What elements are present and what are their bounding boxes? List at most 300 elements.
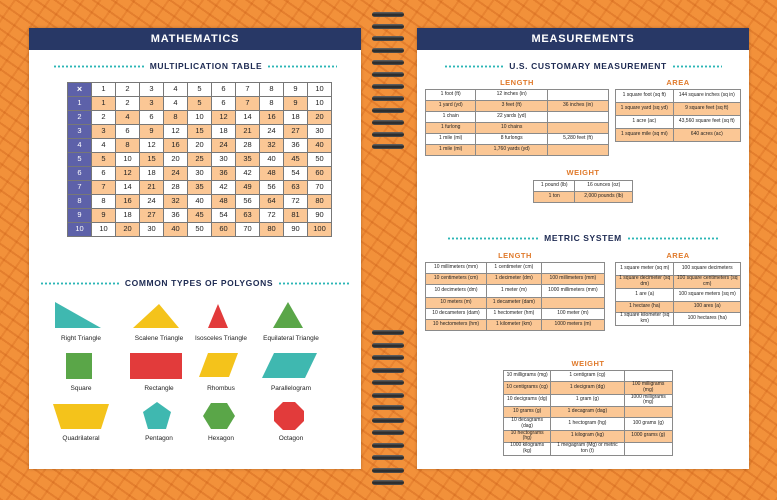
table-header-cell: 2	[68, 111, 92, 125]
us-weight-table	[533, 180, 633, 203]
table-cell: 6	[212, 97, 236, 111]
us-area-table	[615, 89, 741, 142]
table-header-cell: 3	[68, 125, 92, 139]
table-cell: 100 meter (m)	[541, 309, 604, 320]
polygon-item	[43, 350, 119, 392]
polygon-item	[253, 400, 329, 442]
table-cell: 1000 grams (g)	[624, 430, 673, 443]
binder-ring	[372, 12, 404, 17]
right-triangle-icon	[51, 300, 111, 332]
table-cell	[624, 371, 673, 382]
polygon-item	[253, 300, 329, 342]
table-cell	[624, 407, 673, 418]
table-header-cell: 4	[164, 83, 188, 97]
table-cell: 20	[308, 111, 332, 125]
table-header-cell: 6	[68, 167, 92, 181]
table-cell	[541, 298, 604, 309]
table-cell: 9	[284, 97, 308, 111]
us-weight-title: WEIGHT	[566, 168, 600, 177]
table-cell: 1 are (a)	[616, 289, 674, 302]
table-cell: 100 ares (a)	[674, 302, 741, 313]
table-cell: 144 square inches (sq in)	[673, 90, 740, 103]
table-cell: 24	[164, 167, 188, 181]
table-cell: 50	[188, 223, 212, 237]
table-cell: 27	[140, 209, 164, 223]
table-row	[68, 153, 332, 167]
table-header-cell: 8	[68, 195, 92, 209]
table-cell: 3 feet (ft)	[476, 101, 548, 112]
binder-ring	[372, 24, 404, 29]
table-cell: 36 inches (in)	[548, 101, 609, 112]
table-cell: 1	[92, 97, 116, 111]
table-cell: 1 foot (ft)	[426, 90, 476, 101]
table-cell: 32	[260, 139, 284, 153]
table-cell: 72	[284, 195, 308, 209]
table-cell: 6	[116, 125, 140, 139]
table-cell: 5	[188, 97, 212, 111]
table-cell: 1 yard (yd)	[426, 101, 476, 112]
table-cell: 30	[188, 167, 212, 181]
table-cell: 48	[212, 195, 236, 209]
table-cell: 1000 kilograms (kg)	[504, 443, 551, 456]
binder-ring	[372, 48, 404, 53]
table-cell: 90	[284, 223, 308, 237]
table-row	[504, 430, 673, 443]
table-row	[504, 418, 673, 431]
table-row	[68, 167, 332, 181]
table-cell: 1 hectogram (hg)	[551, 418, 624, 431]
table-cell: 1 meter (m)	[486, 285, 541, 298]
table-cell: 12	[212, 111, 236, 125]
table-cell: 60	[308, 167, 332, 181]
metric-weight-title: WEIGHT	[571, 359, 605, 368]
table-cell: 1 square mile (sq mi)	[616, 129, 674, 142]
table-cell: 15	[188, 125, 212, 139]
table-row	[426, 134, 609, 145]
table-cell: 640 acres (ac)	[673, 129, 740, 142]
table-cell: 10	[92, 223, 116, 237]
table-cell: 1 chain	[426, 112, 476, 123]
table-cell: 10	[116, 153, 140, 167]
table-header-cell: 5	[188, 83, 212, 97]
table-cell: 24	[260, 125, 284, 139]
table-cell: 63	[236, 209, 260, 223]
quadrilateral-icon	[51, 400, 111, 432]
table-row	[426, 112, 609, 123]
table-header-cell: 6	[212, 83, 236, 97]
table-cell: 8	[260, 97, 284, 111]
table-cell: 10 grams (g)	[504, 407, 551, 418]
table-cell: 10 millimeters (mm)	[426, 263, 487, 274]
table-cell: 15	[140, 153, 164, 167]
table-cell: 8 furlongs	[476, 134, 548, 145]
table-cell: 5,280 feet (ft)	[548, 134, 609, 145]
table-cell: 8	[92, 195, 116, 209]
binder-ring	[372, 355, 404, 360]
table-cell: 1 hectare (ha)	[616, 302, 674, 313]
table-cell: 40	[164, 223, 188, 237]
polygon-label: Square	[70, 385, 92, 392]
table-row	[426, 320, 605, 331]
table-cell: 10 decameters (dam)	[426, 309, 487, 320]
table-header-cell: 4	[68, 139, 92, 153]
square-icon	[51, 350, 111, 382]
table-cell: 42	[236, 167, 260, 181]
table-cell: 1 centimeter (cm)	[486, 263, 541, 274]
table-cell: 70	[308, 181, 332, 195]
table-cell: 10 milligrams (mg)	[504, 371, 551, 382]
table-cell: 21	[236, 125, 260, 139]
table-cell: 1 ton	[534, 192, 575, 203]
table-cell: 80	[260, 223, 284, 237]
binder-ring	[372, 108, 404, 113]
table-cell: 8	[116, 139, 140, 153]
table-cell: 36	[284, 139, 308, 153]
polygon-item	[183, 400, 259, 442]
table-cell: 45	[188, 209, 212, 223]
mathematics-header: MATHEMATICS	[29, 28, 361, 50]
table-row	[68, 195, 332, 209]
table-cell: 10	[308, 97, 332, 111]
table-cell: 56	[236, 195, 260, 209]
table-cell: 14	[116, 181, 140, 195]
table-cell: 9	[92, 209, 116, 223]
table-cell	[548, 123, 609, 134]
table-cell: 7	[92, 181, 116, 195]
scalene-triangle-icon	[129, 300, 189, 332]
table-row	[504, 394, 673, 407]
binder-ring	[372, 368, 404, 373]
table-row	[504, 382, 673, 395]
table-cell: 14	[236, 111, 260, 125]
polygon-item	[43, 300, 119, 342]
table-cell: 100	[308, 223, 332, 237]
binder-ring	[372, 455, 404, 460]
table-cell: 22 yards (yd)	[476, 112, 548, 123]
isosceles-triangle-icon	[191, 300, 251, 332]
table-row	[68, 181, 332, 195]
table-cell: 1000 millimeters (mm)	[541, 285, 604, 298]
table-cell: 100 milligrams (mg)	[624, 382, 673, 395]
table-cell: 1 decameter (dam)	[486, 298, 541, 309]
table-cell	[548, 90, 609, 101]
table-cell: 42	[212, 181, 236, 195]
table-cell: 40	[260, 153, 284, 167]
table-cell: 20	[116, 223, 140, 237]
table-cell: 16	[260, 111, 284, 125]
table-cell: 1 decagram (dag)	[551, 407, 624, 418]
table-cell: 10 meters (m)	[426, 298, 487, 309]
binder-ring	[372, 120, 404, 125]
table-cell: 64	[260, 195, 284, 209]
table-cell: 36	[164, 209, 188, 223]
table-cell: 28	[236, 139, 260, 153]
polygon-label: Rectangle	[144, 385, 174, 392]
binder-ring	[372, 405, 404, 410]
table-cell	[548, 145, 609, 156]
table-cell	[548, 112, 609, 123]
table-header-cell: 2	[116, 83, 140, 97]
table-cell: 32	[164, 195, 188, 209]
polygon-item	[253, 350, 329, 392]
table-row	[426, 101, 609, 112]
table-cell: 2	[92, 111, 116, 125]
metric-length-title: LENGTH	[498, 251, 532, 260]
table-header-cell: 8	[260, 83, 284, 97]
binder-ring	[372, 84, 404, 89]
table-cell: 24	[212, 139, 236, 153]
spiral-binding	[366, 12, 410, 496]
table-cell: 70	[236, 223, 260, 237]
table-cell: 72	[260, 209, 284, 223]
table-cell: 100 hectares (ha)	[674, 313, 741, 326]
table-row	[504, 407, 673, 418]
polygons-section-title: COMMON TYPES OF POLYGONS	[29, 278, 361, 288]
table-row	[616, 263, 741, 276]
table-cell: 1 pound (lb)	[534, 181, 575, 192]
table-cell: 1000 milligrams (mg)	[624, 394, 673, 407]
table-cell: 3	[92, 125, 116, 139]
table-header-cell: 10	[308, 83, 332, 97]
polygon-label: Pentagon	[145, 435, 173, 442]
metric-length-table	[425, 262, 605, 331]
table-row	[616, 116, 741, 129]
table-cell: 18	[284, 111, 308, 125]
equilateral-triangle-icon	[261, 300, 321, 332]
table-cell: 18	[212, 125, 236, 139]
table-cell: 43,560 square feet (sq ft)	[673, 116, 740, 129]
rectangle-icon	[129, 350, 189, 382]
right-page	[417, 28, 749, 469]
table-row	[426, 309, 605, 320]
table-cell: 7	[236, 97, 260, 111]
table-row	[68, 139, 332, 153]
table-cell: 6	[140, 111, 164, 125]
table-cell: 1 square meter (sq m)	[616, 263, 674, 276]
polygon-item	[43, 400, 119, 442]
multiply-icon: ×	[68, 83, 92, 97]
table-row	[504, 443, 673, 456]
table-cell: 30	[308, 125, 332, 139]
binder-ring	[372, 72, 404, 77]
table-cell: 20	[164, 153, 188, 167]
table-row	[534, 181, 633, 192]
table-cell: 50	[308, 153, 332, 167]
metric-area-title: AREA	[666, 251, 690, 260]
binder-ring	[372, 430, 404, 435]
table-cell: 54	[212, 209, 236, 223]
table-row	[426, 298, 605, 309]
table-row	[426, 145, 609, 156]
multiplication-section-title: MULTIPLICATION TABLE	[29, 61, 361, 71]
table-cell: 12	[116, 167, 140, 181]
table-cell: 5	[92, 153, 116, 167]
table-cell: 1 square decimeter (sq dm)	[616, 276, 674, 289]
table-cell: 1 furlong	[426, 123, 476, 134]
polygon-label: Parallelogram	[270, 385, 312, 392]
table-cell: 1 mile (mi)	[426, 145, 476, 156]
table-cell: 100 millimeters (mm)	[541, 274, 604, 285]
table-row	[426, 90, 609, 101]
table-row	[504, 371, 673, 382]
table-cell: 30	[212, 153, 236, 167]
table-cell: 1 mile (mi)	[426, 134, 476, 145]
table-cell: 21	[140, 181, 164, 195]
binder-ring	[372, 443, 404, 448]
table-cell: 16	[164, 139, 188, 153]
table-cell: 10 decimeters (dm)	[426, 285, 487, 298]
table-cell: 40	[188, 195, 212, 209]
table-cell: 16 ounces (oz)	[575, 181, 633, 192]
table-cell: 100 square meters (sq m)	[674, 289, 741, 302]
table-cell: 6	[92, 167, 116, 181]
binder-ring	[372, 343, 404, 348]
table-cell: 4	[164, 97, 188, 111]
binder-ring	[372, 96, 404, 101]
metric-system-title: METRIC SYSTEM	[417, 233, 749, 243]
table-cell: 10 hectometers (hm)	[426, 320, 487, 331]
table-header-cell: 5	[68, 153, 92, 167]
table-cell: 48	[260, 167, 284, 181]
table-row	[68, 111, 332, 125]
binder-ring	[372, 36, 404, 41]
polygon-label: Hexagon	[207, 435, 235, 442]
hexagon-icon	[191, 400, 251, 432]
table-cell: 1 square yard (sq yd)	[616, 103, 674, 116]
binder-ring	[372, 132, 404, 137]
binder-ring	[372, 330, 404, 335]
table-cell: 100 grams (g)	[624, 418, 673, 431]
binder-ring	[372, 468, 404, 473]
table-row	[534, 192, 633, 203]
table-cell: 12 inches (in)	[476, 90, 548, 101]
table-cell: 30	[140, 223, 164, 237]
table-cell: 1 kilometer (km)	[486, 320, 541, 331]
table-cell: 10 decagrams (dag)	[504, 418, 551, 431]
table-cell: 100 square centimeters (sq cm)	[674, 276, 741, 289]
table-row	[68, 209, 332, 223]
table-cell: 2	[116, 97, 140, 111]
left-page	[29, 28, 361, 469]
polygon-item	[183, 350, 259, 392]
table-cell: 60	[212, 223, 236, 237]
table-cell: 35	[236, 153, 260, 167]
binder-ring	[372, 480, 404, 485]
table-cell: 56	[260, 181, 284, 195]
table-cell: 63	[284, 181, 308, 195]
table-cell: 10	[188, 111, 212, 125]
octagon-icon	[261, 400, 321, 432]
table-cell: 16	[116, 195, 140, 209]
multiplication-table	[67, 82, 332, 237]
table-header-cell: 7	[68, 181, 92, 195]
table-cell: 18	[140, 167, 164, 181]
table-cell: 1 decigram (dg)	[551, 382, 624, 395]
table-cell: 25	[188, 153, 212, 167]
table-cell: 1,760 yards (yd)	[476, 145, 548, 156]
polygon-label: Scalene Triangle	[134, 335, 184, 342]
table-row	[616, 289, 741, 302]
binder-ring	[372, 418, 404, 423]
table-cell: 1 centigram (cg)	[551, 371, 624, 382]
measurements-header: MEASUREMENTS	[417, 28, 749, 50]
table-row	[616, 103, 741, 116]
polygon-label: Quadrilateral	[62, 435, 100, 442]
polygon-label: Rhombus	[207, 385, 235, 392]
table-cell: 12	[164, 125, 188, 139]
table-cell: 9	[140, 125, 164, 139]
table-cell: 54	[284, 167, 308, 181]
table-row	[616, 302, 741, 313]
us-area-title: AREA	[666, 78, 690, 87]
table-cell: 10 centigrams (cg)	[504, 382, 551, 395]
table-header-cell: 9	[68, 209, 92, 223]
binder-ring	[372, 60, 404, 65]
table-cell: 10 centimeters (cm)	[426, 274, 487, 285]
table-cell: 28	[164, 181, 188, 195]
table-row	[426, 123, 609, 134]
table-cell: 4	[92, 139, 116, 153]
table-header-cell: 1	[92, 83, 116, 97]
table-row	[616, 276, 741, 289]
binder-ring	[372, 393, 404, 398]
polygon-label: Equilateral Triangle	[263, 335, 319, 342]
table-cell	[624, 443, 673, 456]
us-length-title: LENGTH	[500, 78, 534, 87]
table-cell: 1 decimeter (dm)	[486, 274, 541, 285]
table-cell: 1 megagram (Mg) or metric ton (t)	[551, 443, 624, 456]
table-cell: 1 kilogram (kg)	[551, 430, 624, 443]
parallelogram-icon	[261, 350, 321, 382]
metric-area-table	[615, 262, 741, 326]
binder-ring	[372, 144, 404, 149]
table-cell: 1 hectometer (hm)	[486, 309, 541, 320]
table-row	[68, 83, 332, 97]
table-row	[616, 90, 741, 103]
us-customary-title: U.S. CUSTOMARY MEASUREMENT	[417, 61, 749, 71]
table-cell: 8	[164, 111, 188, 125]
pentagon-icon	[129, 400, 189, 432]
table-cell: 20	[188, 139, 212, 153]
table-header-cell: 7	[236, 83, 260, 97]
polygon-label: Right Triangle	[60, 335, 102, 342]
table-cell: 3	[140, 97, 164, 111]
binder-ring	[372, 380, 404, 385]
table-cell: 10 decigrams (dg)	[504, 394, 551, 407]
table-header-cell: 1	[68, 97, 92, 111]
us-length-table	[425, 89, 609, 156]
polygon-label: Octagon	[278, 435, 304, 442]
table-cell: 36	[212, 167, 236, 181]
table-row	[68, 97, 332, 111]
table-row	[616, 313, 741, 326]
table-cell: 100 square decimeters	[674, 263, 741, 276]
table-cell: 80	[308, 195, 332, 209]
table-header-cell: 10	[68, 223, 92, 237]
table-cell: 1 square kilometer (sq km)	[616, 313, 674, 326]
table-row	[68, 223, 332, 237]
table-row	[426, 274, 605, 285]
table-cell: 12	[140, 139, 164, 153]
table-cell: 1 acre (ac)	[616, 116, 674, 129]
table-cell: 1 gram (g)	[551, 394, 624, 407]
table-header-cell: 3	[140, 83, 164, 97]
table-cell: 10 hectograms (hg)	[504, 430, 551, 443]
table-cell: 90	[308, 209, 332, 223]
table-cell: 18	[116, 209, 140, 223]
table-cell: 35	[188, 181, 212, 195]
table-header-cell: 9	[284, 83, 308, 97]
